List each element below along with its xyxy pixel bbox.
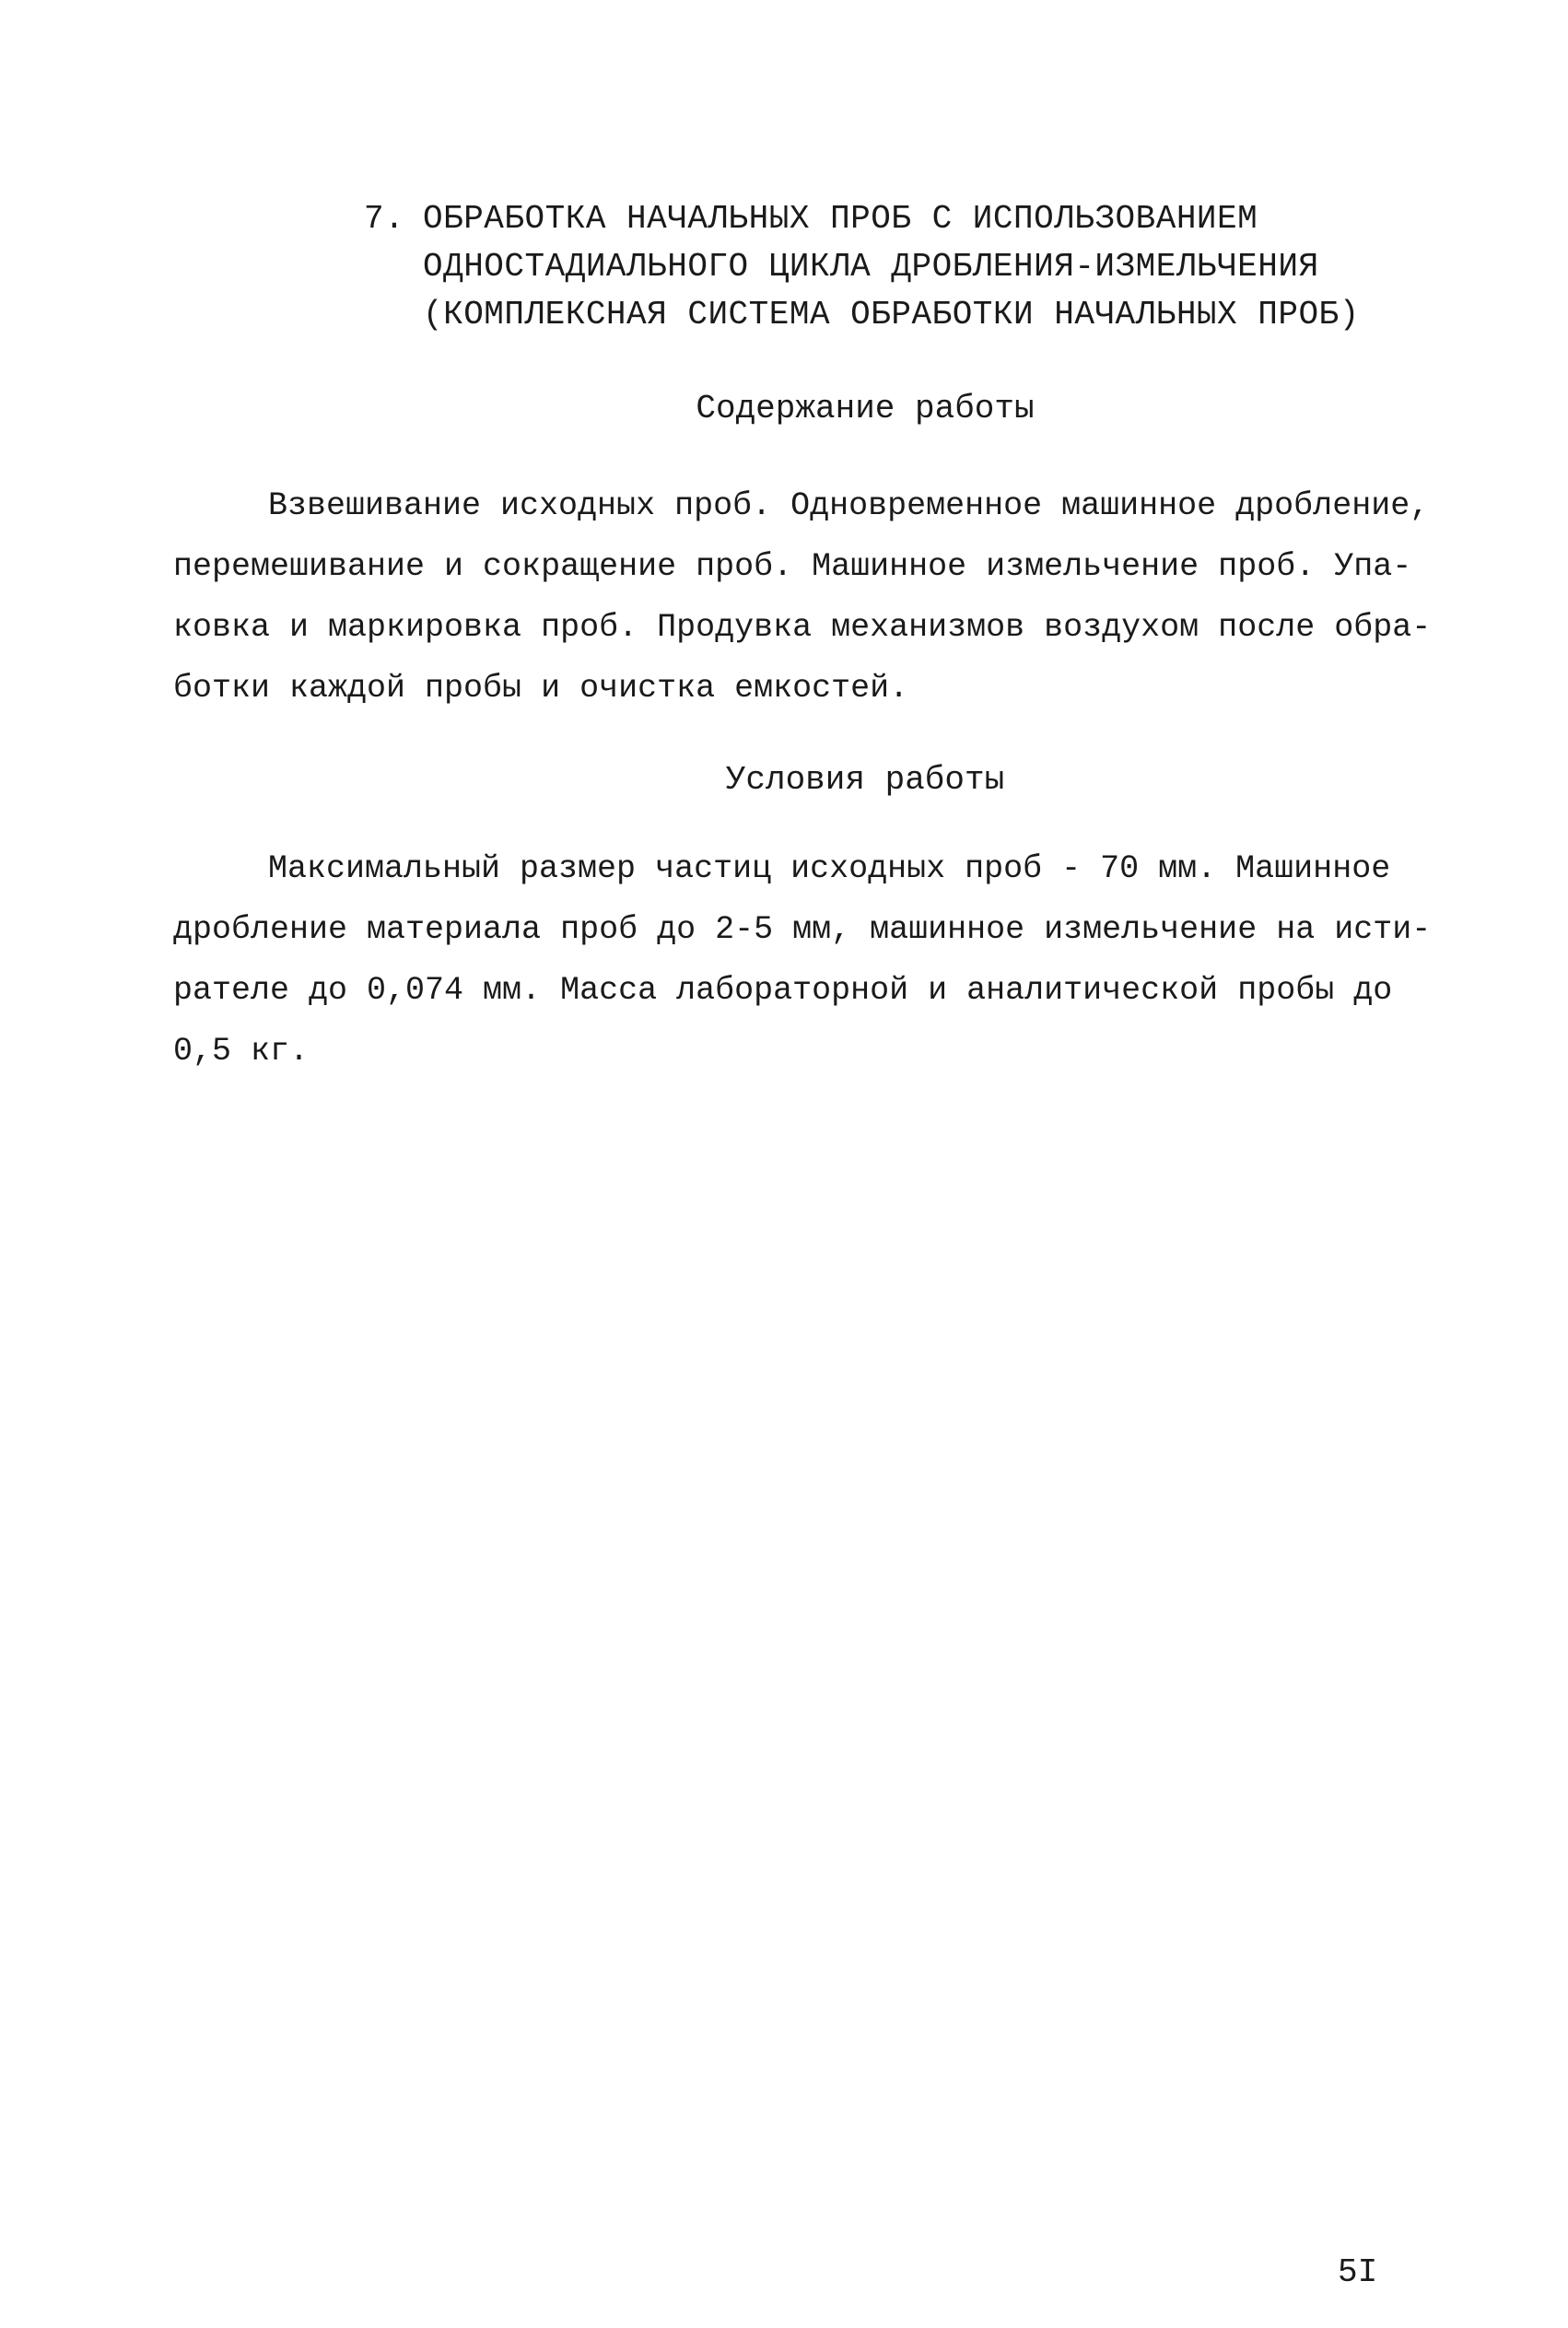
conditions-paragraph [173,838,1432,1082]
paragraph-line: ботки каждой пробы и очистка емкостей. [173,670,909,707]
section-heading [364,195,1360,339]
paragraph-line: 0,5 кг. [173,1033,310,1070]
subsection-title-content: Содержание работы [696,390,1035,427]
paragraph-line: ковка и маркировка проб. Продувка механизмов воздухом после обра- [173,609,1432,646]
paragraph-line: рателе до 0,074 мм. Масса лабораторной и аналитической пробы до [173,972,1393,1009]
subsection-title-conditions: Условия работы [725,761,1005,799]
page-number: 5I [1338,2253,1378,2291]
paragraph-line: перемешивание и сокращение проб. Машинное измельчение проб. Упа- [173,548,1412,585]
heading-line-3: (КОМПЛЕКСНАЯ СИСТЕМА ОБРАБОТКИ НАЧАЛЬНЫХ ПРОБ) [423,296,1360,333]
heading-line-2: ОДНОСТАДИАЛЬНОГО ЦИКЛА ДРОБЛЕНИЯ-ИЗМЕЛЬЧЕНИЯ [423,248,1319,286]
content-paragraph [173,475,1432,719]
paragraph-line: дробление материала проб до 2-5 мм, машинное измельчение на исти- [173,911,1432,948]
heading-line-1 [364,195,1360,243]
section-number: 7. [364,200,405,238]
heading-text-1: ОБРАБОТКА НАЧАЛЬНЫХ ПРОБ С ИСПОЛЬЗОВАНИЕМ [423,200,1258,238]
paragraph-line: Взвешивание исходных проб. Одновременное машинное дробление, [268,487,1430,524]
paragraph-line: Максимальный размер частиц исходных проб - 70 мм. Машинное [268,850,1391,887]
